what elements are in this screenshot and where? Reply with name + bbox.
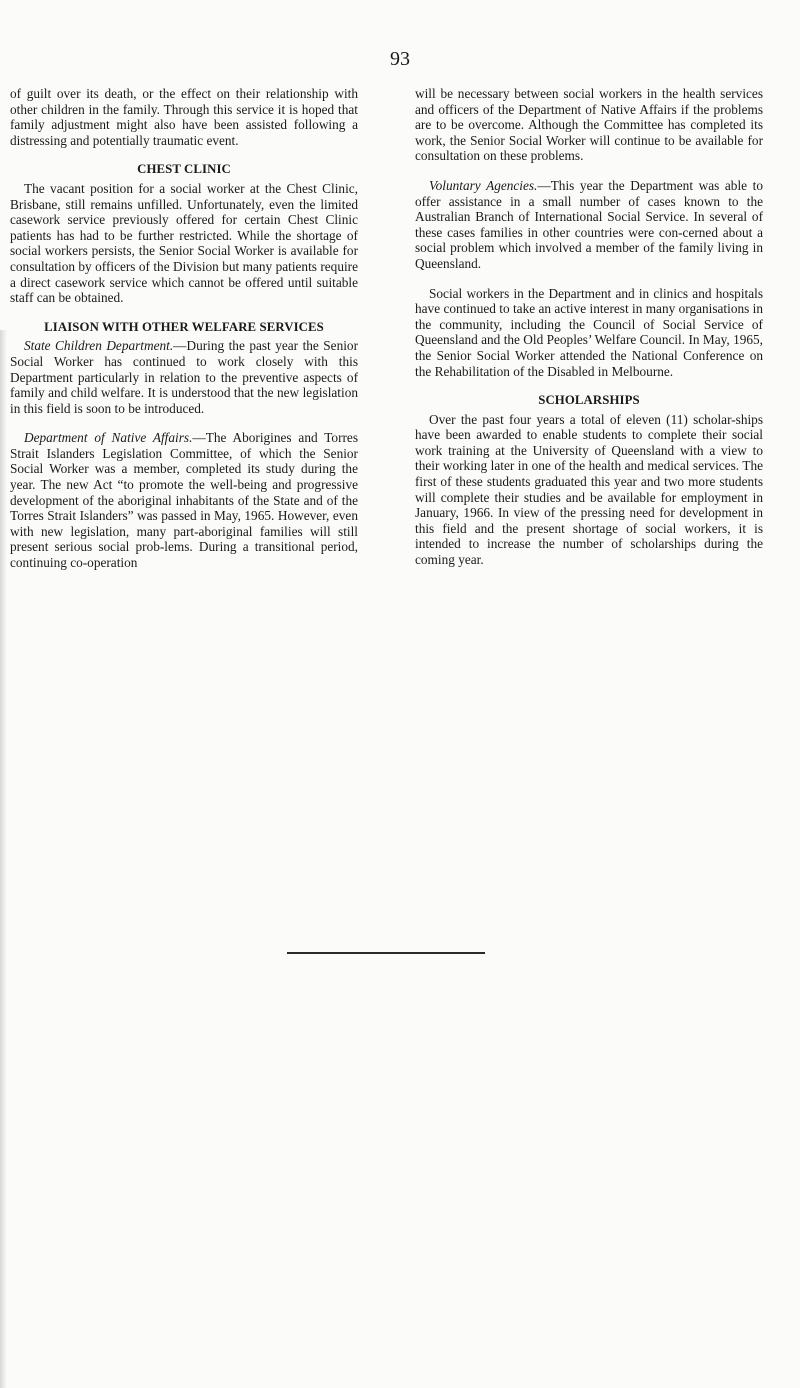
body-native-affairs: —The Aborigines and Torres Strait Islanders Legislation Committee, of which the Senior Social Worker was a member, completed its study during the year. The new Act “to promote the well-being and progressive development of the aboriginal inhabitants of the State and of the Torres Strait Islanders” was passed in May, 1965. However, even with new legislation, many part-aboriginal families will still present serious social prob-lems. During a transitional period, continuing co-operation (10, 430, 358, 571)
runin-native-affairs: Department of Native Affairs. (24, 430, 193, 446)
section-end-rule (287, 952, 485, 954)
body-state-children: —During the past year the Senior Social Worker has continued to work closely with this Department particularly in relation to the preventive aspects of family and child welfare. It is understood that the new legislation in this field is soon to be introduced. (10, 338, 359, 416)
heading-liaison: LIAISON WITH OTHER WELFARE SERVICES (44, 319, 324, 334)
paragraph-native-affairs (10, 430, 358, 570)
paragraph-native-affairs-continuation: will be necessary between social workers in the health services and officers of the Department of Native Affairs if the problems are to be overcome. Although the Committee has completed its work, the Senior Social Worker will continue to be available for consultation on these problems. (415, 86, 763, 164)
runin-voluntary-agencies: Voluntary Agencies. (429, 177, 538, 193)
page-edge-shadow (0, 330, 7, 1388)
paragraph-guilt-continuation: of guilt over its death, or the effect on their relationship with other children in the family. Through this service it is hoped that family adjustment might also have been assisted following a distressing and potentially traumatic event. (10, 86, 358, 148)
paragraph-voluntary-agencies (415, 178, 763, 272)
paragraph-community-organisations: Social workers in the Department and in clinics and hospitals have continued to take an active interest in many organisations in the community, including the Council of Social Service of Queensland and the Old Peoples’ Welfare Council. In May, 1965, the Senior Social Worker attended the National Conference on the Rehabilitation of the Disabled in Melbourne. (415, 285, 763, 379)
page-number: 93 (390, 48, 410, 70)
paragraph-state-children (10, 338, 358, 416)
paragraph-chest-clinic: The vacant position for a social worker at the Chest Clinic, Brisbane, still remains unfilled. Unfortunately, even the limited casework service previously offered for certain Chest Clinic patients has had to be further restricted. While the shortage of social workers persists, the Senior Social Worker is available for consultation by officers of the Division but many patients require a direct casework service which cannot be offered until suitable staff can be obtained. (10, 180, 358, 306)
paragraph-scholarships: Over the past four years a total of eleven (11) scholar-ships have been awarded to enable students to complete their social work training at the University of Queensland with a view to their working later in one of the health and medical services. The first of these students graduated this year and two more students will complete their studies and be available for employment in January, 1966. In view of the pressing need for development in this field and the present shortage of social workers, it is intended to increase the number of scholarships during the coming year. (415, 411, 763, 568)
right-column (415, 86, 763, 582)
runin-state-children: State Children Department. (24, 338, 174, 354)
heading-chest-clinic: CHEST CLINIC (137, 162, 231, 177)
body-voluntary-agencies: —This year the Department was able to offer assistance in a small number of cases known to the Australian Branch of International Social Service. In several of these cases families in other countries were con-cerned about a social problem which involved a member of the family living in Queensland. (415, 177, 763, 271)
left-column (10, 86, 358, 585)
heading-scholarships: SCHOLARSHIPS (538, 393, 640, 408)
